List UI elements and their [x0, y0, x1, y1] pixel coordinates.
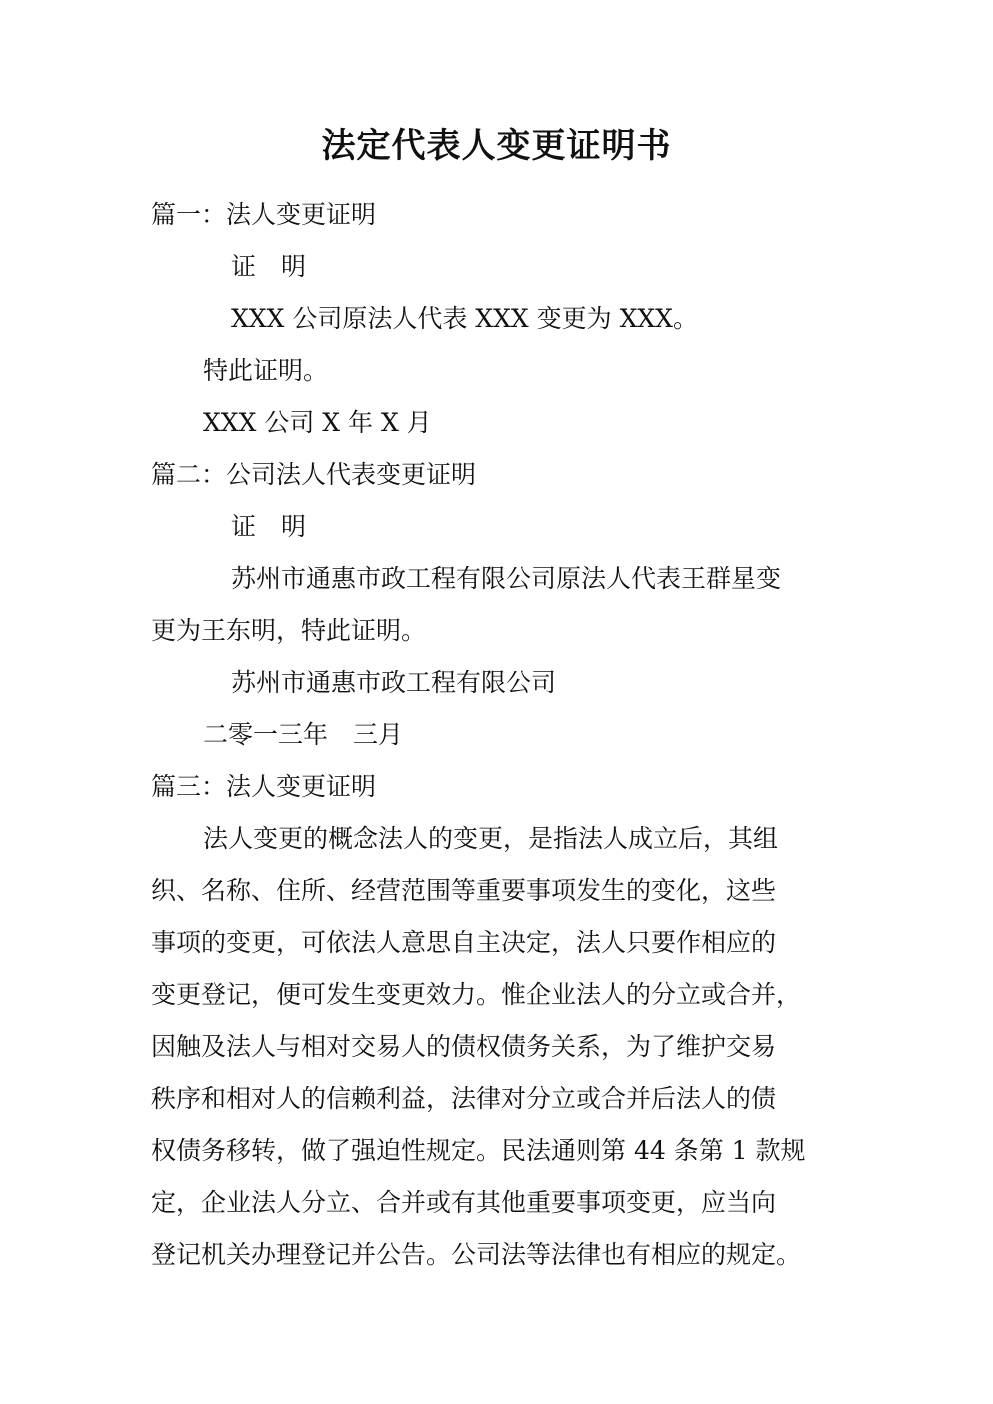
document-title: 法定代表人变更证明书: [321, 126, 672, 166]
certificate-body-2-line-1: 苏州市通惠市政工程有限公司原法人代表王群星变: [231, 564, 782, 593]
certificate-company-2: 苏州市通惠市政工程有限公司: [231, 668, 557, 697]
section-heading-3: 篇三：法人变更证明: [151, 772, 377, 801]
paragraph-line: 变更登记，便可发生变更效力。惟企业法人的分立或合并，: [151, 980, 802, 1009]
paragraph-line: 登记机关办理登记并公告。公司法等法律也有相应的规定。: [151, 1240, 802, 1269]
certificate-heading-1: 证 明: [231, 252, 307, 281]
certificate-signature-1: XXX 公司 X 年 X 月: [203, 408, 432, 437]
certificate-heading-2: 证 明: [231, 512, 307, 541]
certificate-date-2: 二零一三年 三月: [203, 720, 404, 749]
paragraph-line: 秩序和相对人的信赖利益，法律对分立或合并后法人的债: [151, 1084, 777, 1113]
paragraph-line: 权债务移转，做了强迫性规定。民法通则第 44 条第 1 款规: [151, 1136, 806, 1165]
paragraph-line: 因触及法人与相对交易人的债权债务关系，为了维护交易: [151, 1032, 777, 1061]
certificate-body-1: XXX 公司原法人代表 XXX 变更为 XXX。: [231, 304, 698, 333]
paragraph-line: 法人变更的概念法人的变更，是指法人成立后，其组: [203, 824, 779, 853]
paragraph-line: 织、名称、住所、经营范围等重要事项发生的变化，这些: [151, 876, 777, 905]
certificate-body-2-line-2: 更为王东明，特此证明。: [151, 616, 427, 645]
section-heading-1: 篇一：法人变更证明: [151, 200, 377, 229]
paragraph-line: 事项的变更，可依法人意思自主决定，法人只要作相应的: [151, 928, 777, 957]
certificate-closing-1: 特此证明。: [203, 356, 329, 385]
section-heading-2: 篇二：公司法人代表变更证明: [151, 460, 477, 489]
paragraph-line: 定，企业法人分立、合并或有其他重要事项变更，应当向: [151, 1188, 777, 1217]
